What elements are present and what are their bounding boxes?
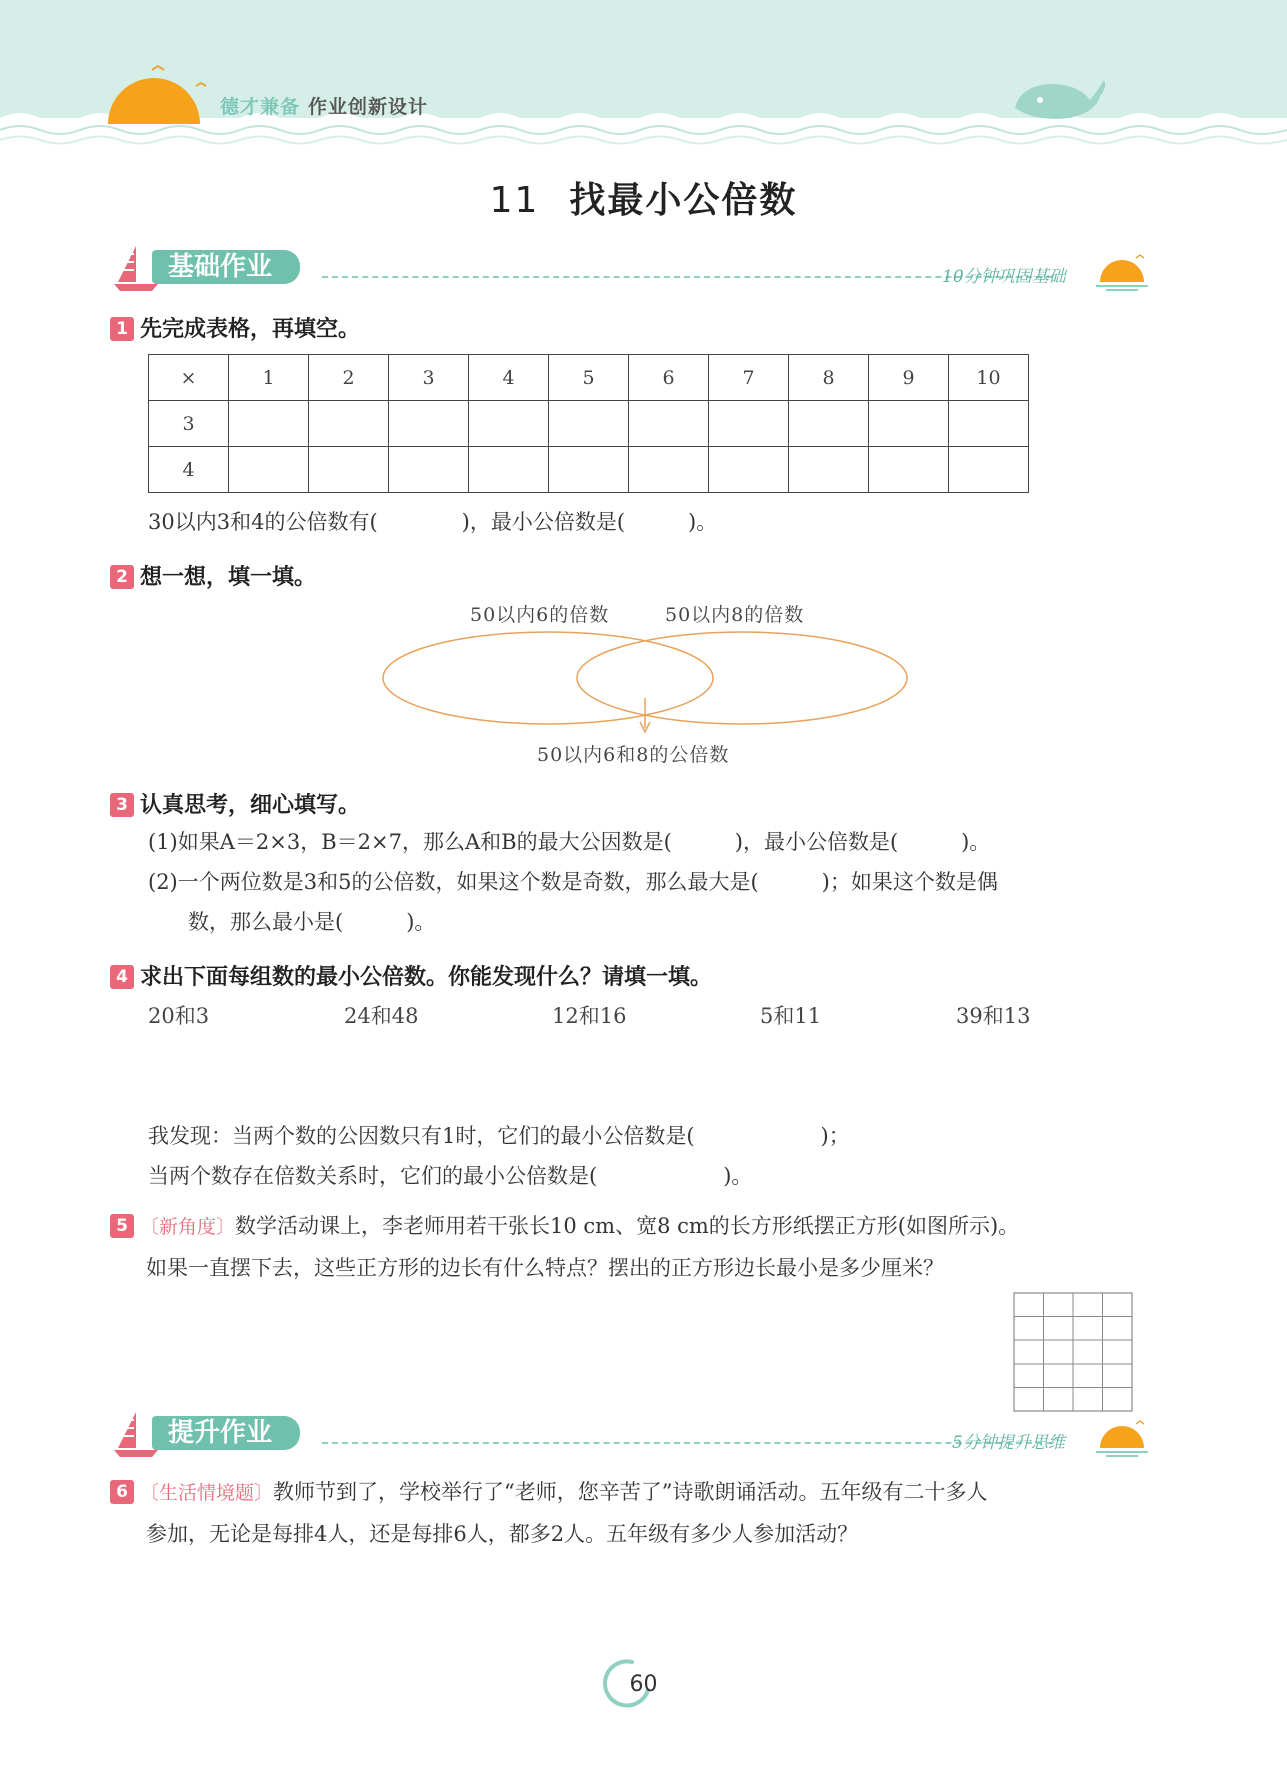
- rectangle-grid-figure: [1013, 1292, 1133, 1412]
- number-pair: 5和11: [760, 1004, 822, 1028]
- answer-cell[interactable]: [629, 401, 709, 447]
- question-5-line-2: 如果一直摆下去，这些正方形的边长有什么特点？摆出的正方形边长最小是多少厘米？: [146, 1256, 944, 1280]
- table-header-cell: 7: [709, 355, 789, 401]
- lesson-number: 11: [489, 180, 540, 221]
- section-advanced-header: [112, 1410, 1152, 1460]
- question-6-line-1: 教师节到了，学校举行了“老师，您辛苦了”诗歌朗诵活动。五年级有二十多人: [273, 1480, 988, 1504]
- question-4-prompt: 求出下面每组数的最小公倍数。你能发现什么？请填一填。: [140, 965, 713, 990]
- brand-title: [220, 92, 428, 119]
- question-5-line-1: 数学活动课上，李老师用若干张长10 cm、宽8 cm的长方形纸摆正方形(如图所示)。: [235, 1214, 1020, 1238]
- question-3-heading: [110, 788, 360, 819]
- sunset-icon: [1092, 1418, 1152, 1458]
- table-header-cell: 4: [469, 355, 549, 401]
- answer-cell[interactable]: [789, 447, 869, 493]
- brand-accent: 德才兼备: [220, 96, 301, 118]
- question-tag: 〔生活情境题〕: [140, 1482, 274, 1504]
- question-3-line-1: (1)如果A＝2×3，B＝2×7，那么A和B的最大公因数是( )，最小公倍数是( )。: [148, 830, 991, 854]
- question-5-line-1-wrap: [110, 1206, 1170, 1247]
- answer-cell[interactable]: [309, 401, 389, 447]
- table-row: [149, 401, 1029, 447]
- question-3-line-3: 数，那么最小是( )。: [188, 910, 436, 934]
- section-basic-note: 10分钟巩固基础: [942, 267, 1066, 287]
- sunset-icon: [1092, 252, 1152, 292]
- question-number: 1: [110, 317, 134, 341]
- answer-cell[interactable]: [309, 447, 389, 493]
- table-header-cell: 3: [389, 355, 469, 401]
- question-number: 4: [110, 965, 134, 989]
- answer-cell[interactable]: [229, 401, 309, 447]
- question-2-prompt: 想一想，填一填。: [140, 565, 317, 590]
- question-4-discovery-2: 当两个数存在倍数关系时，它们的最小公倍数是( )。: [148, 1164, 753, 1188]
- answer-cell[interactable]: [229, 447, 309, 493]
- answer-cell[interactable]: [549, 447, 629, 493]
- table-header-cell: 9: [869, 355, 949, 401]
- venn-label-right: 50以内8的倍数: [665, 604, 805, 626]
- brand-main: 作业创新设计: [308, 96, 429, 118]
- table-header-cell: 8: [789, 355, 869, 401]
- question-tag: 〔新角度〕: [140, 1216, 236, 1238]
- question-number: 2: [110, 565, 134, 589]
- question-6-line-1-wrap: [110, 1472, 1170, 1513]
- table-header-cell: 2: [309, 355, 389, 401]
- table-header-cell: ×: [149, 355, 229, 401]
- section-basic-label: 基础作业: [152, 250, 300, 284]
- number-pair: 39和13: [956, 1004, 1031, 1028]
- section-advanced-label: 提升作业: [152, 1416, 300, 1450]
- question-3-prompt: 认真思考，细心填写。: [140, 793, 361, 818]
- section-advanced-note: 5分钟提升思维: [952, 1433, 1065, 1453]
- multiplication-table: [148, 354, 1029, 493]
- table-header-cell: 5: [549, 355, 629, 401]
- answer-cell[interactable]: [709, 401, 789, 447]
- answer-cell[interactable]: [629, 447, 709, 493]
- section-divider: [322, 1442, 1052, 1444]
- question-1-heading: [110, 312, 360, 343]
- question-4-heading: [110, 960, 712, 991]
- table-row-label: 4: [149, 447, 229, 493]
- answer-cell[interactable]: [549, 401, 629, 447]
- number-pair: 20和3: [148, 1004, 210, 1028]
- table-header-row: [149, 355, 1029, 401]
- number-pair: 24和48: [344, 1004, 419, 1028]
- number-pair: 12和16: [552, 1004, 627, 1028]
- venn-ellipse-left[interactable]: [383, 632, 713, 724]
- answer-cell[interactable]: [469, 447, 549, 493]
- question-number: 5: [110, 1214, 134, 1238]
- venn-ellipse-right[interactable]: [577, 632, 907, 724]
- table-row: [149, 447, 1029, 493]
- question-number: 3: [110, 793, 134, 817]
- question-number: 6: [110, 1480, 134, 1504]
- answer-cell[interactable]: [949, 447, 1029, 493]
- question-1-prompt: 先完成表格，再填空。: [140, 317, 361, 342]
- table-header-cell: 6: [629, 355, 709, 401]
- venn-diagram: [380, 628, 920, 738]
- question-4-discovery-1: 我发现：当两个数的公因数只有1时，它们的最小公倍数是( )；: [148, 1124, 850, 1148]
- answer-cell[interactable]: [389, 447, 469, 493]
- answer-cell[interactable]: [869, 447, 949, 493]
- answer-cell[interactable]: [709, 447, 789, 493]
- answer-cell[interactable]: [469, 401, 549, 447]
- question-3-line-2: (2)一个两位数是3和5的公倍数，如果这个数是奇数，那么最大是( )；如果这个数是偶: [148, 870, 998, 894]
- venn-label-bottom: 50以内6和8的公倍数: [537, 744, 730, 766]
- header-banner: [0, 0, 1287, 150]
- answer-cell[interactable]: [389, 401, 469, 447]
- section-basic-header: [112, 244, 1152, 294]
- venn-label-left: 50以内6的倍数: [470, 604, 610, 626]
- lesson-title: 找最小公倍数: [569, 180, 798, 221]
- answer-cell[interactable]: [789, 401, 869, 447]
- table-row-label: 3: [149, 401, 229, 447]
- table-header-cell: 10: [949, 355, 1029, 401]
- table-header-cell: 1: [229, 355, 309, 401]
- question-2-heading: [110, 560, 316, 591]
- question-1-fill: 30以内3和4的公倍数有( )，最小公倍数是( )。: [148, 510, 718, 534]
- answer-cell[interactable]: [949, 401, 1029, 447]
- answer-cell[interactable]: [869, 401, 949, 447]
- page-number: 60: [629, 1672, 658, 1697]
- question-6-line-2: 参加，无论是每排4人，还是每排6人，都多2人。五年级有多少人参加活动？: [146, 1522, 859, 1546]
- page-title: [0, 172, 1287, 223]
